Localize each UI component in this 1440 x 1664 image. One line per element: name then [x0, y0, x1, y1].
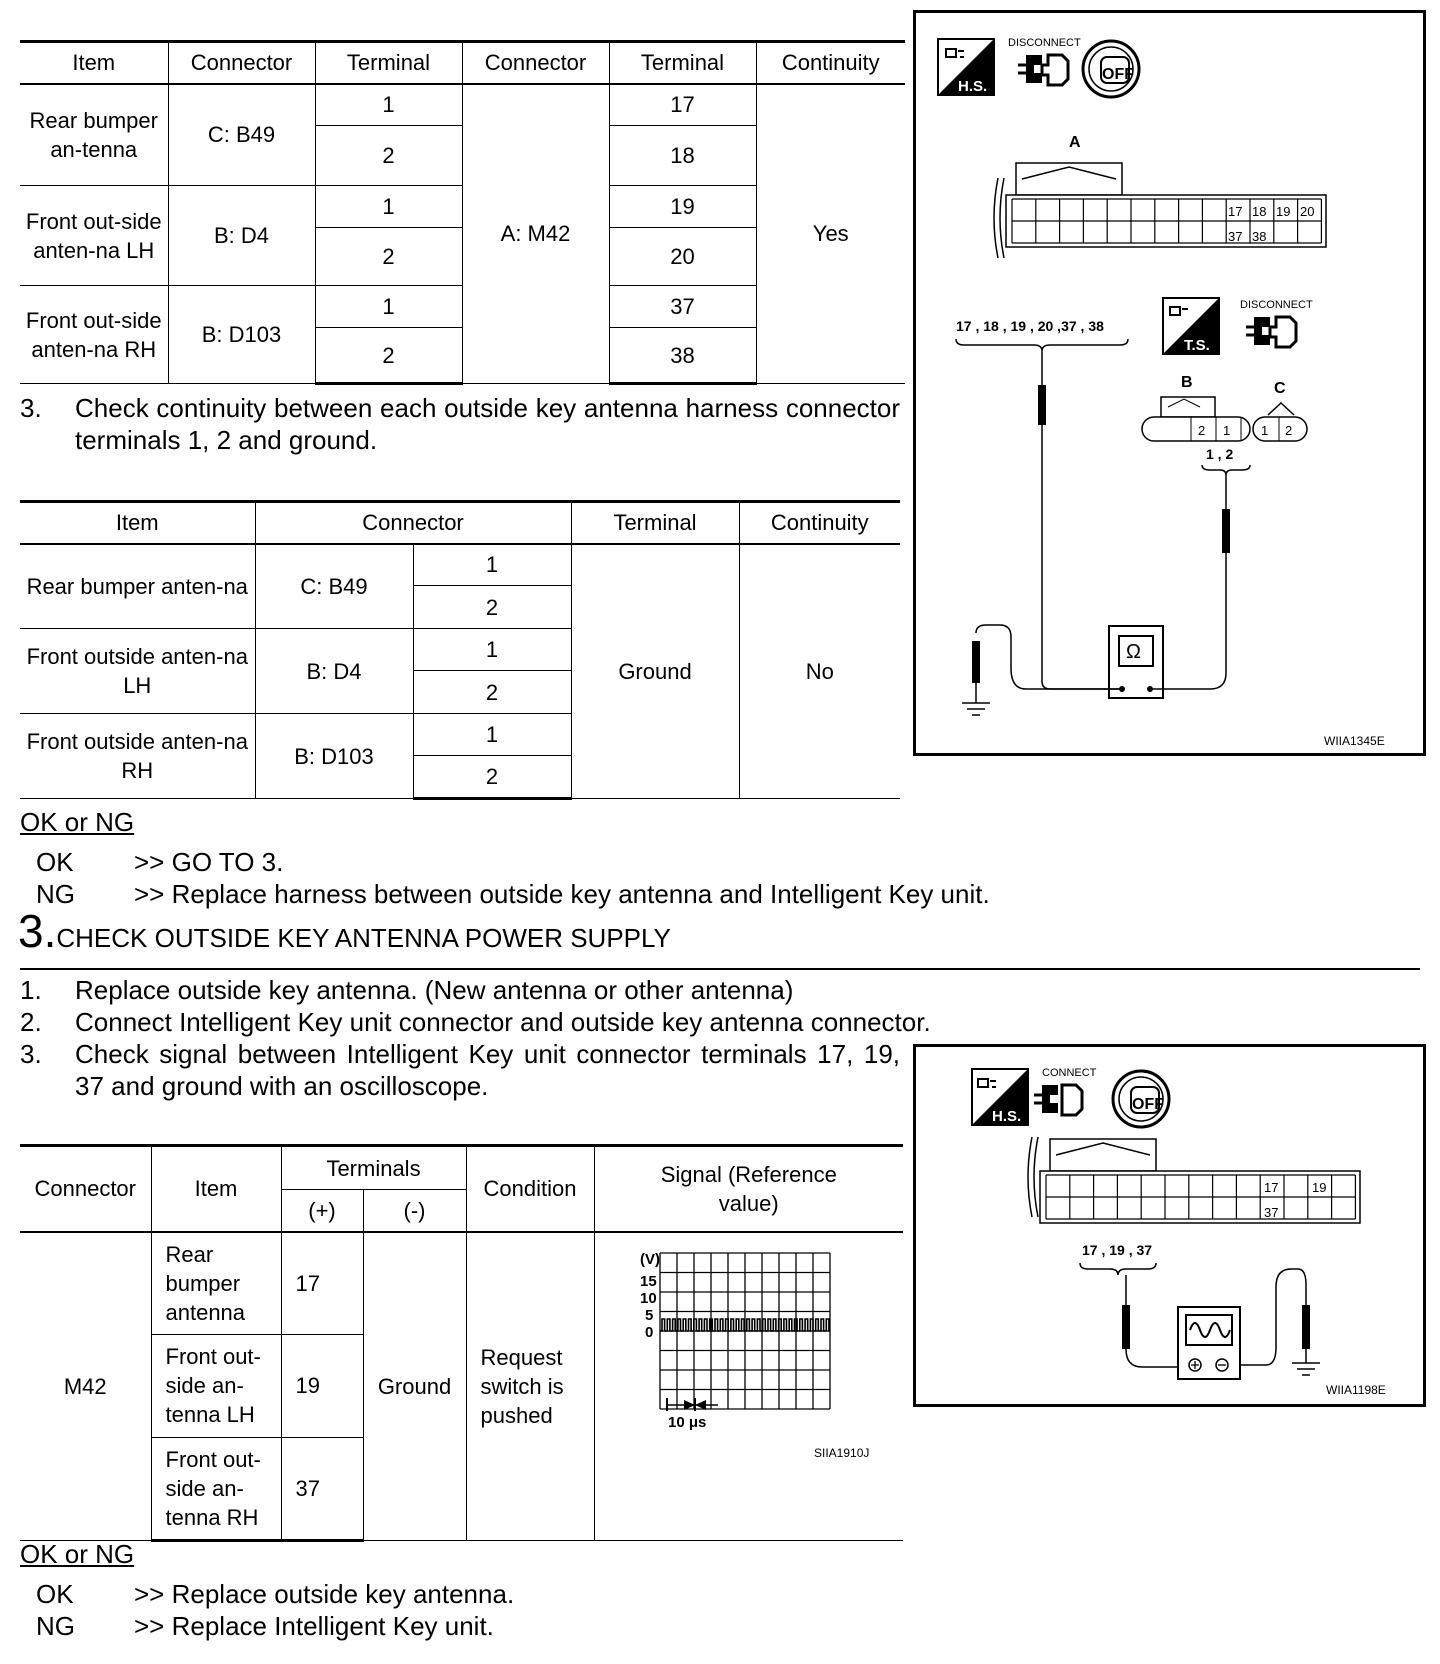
header-connector: Connector: [168, 42, 315, 84]
figure-code: SIIA1910J: [814, 1445, 870, 1460]
header-terminals: Terminals: [281, 1146, 466, 1190]
oscilloscope-waveform: [596, 1233, 901, 1533]
row-item: Front out-side anten-na RH: [20, 286, 168, 384]
header-connector: Connector: [20, 1146, 151, 1232]
pin-label: 17: [1264, 1180, 1279, 1195]
row-terminal: 2: [315, 126, 462, 186]
row-item: Front out-side an-tenna RH: [151, 1437, 281, 1540]
header-plus: (+): [281, 1190, 363, 1232]
ts-label: T.S.: [1184, 337, 1210, 354]
header-connector-2: Connector: [462, 42, 609, 84]
row-terminal: 1: [315, 286, 462, 328]
header-item: Item: [151, 1146, 281, 1232]
section3-item-2: [20, 1006, 1420, 1038]
connector-a: [994, 134, 1326, 258]
disconnect-label: DISCONNECT: [1008, 37, 1081, 49]
time-division-label: 10 μs: [668, 1413, 707, 1431]
row-connector: B: D103: [255, 714, 413, 799]
pin-label: 18: [1252, 204, 1267, 219]
row-item: Front out-side an-tenna LH: [151, 1334, 281, 1437]
section3-item-1: [20, 974, 1420, 1006]
off-label: OFF: [1102, 66, 1134, 83]
figure-diagram: [916, 1047, 1423, 1404]
ok-result-2: [36, 1578, 514, 1610]
condition-value: Request switch is pushed: [466, 1232, 594, 1541]
connector-b: [1142, 374, 1250, 441]
continuity-table-ground: [20, 500, 900, 800]
section-heading: [18, 906, 671, 968]
scope-unit: (V): [640, 1250, 661, 1268]
header-terminal: Terminal: [315, 42, 462, 84]
row-item: Rear bumper anten-na: [20, 544, 255, 629]
pin-label: 2: [1198, 423, 1206, 438]
row-terminal: 2: [413, 671, 571, 714]
row-target-terminal: 17: [609, 84, 756, 126]
continuity-check-figure: [913, 10, 1426, 756]
row-connector: B: D103: [168, 286, 315, 384]
disconnect-icon-2: [1240, 299, 1313, 347]
row-terminal: 2: [315, 228, 462, 286]
figure-diagram: [916, 13, 1423, 753]
ok-text: >> Replace outside key antenna.: [134, 1579, 515, 1609]
header-signal: Signal (Reference value): [594, 1146, 903, 1232]
ng-result-2: [36, 1610, 494, 1642]
step-number: 3.: [20, 393, 42, 423]
ok-key: OK: [36, 847, 74, 877]
hs-icon: [972, 1069, 1028, 1125]
disconnect-icon: [1008, 37, 1081, 85]
row-terminal: 1: [315, 84, 462, 126]
scope-tick: 15: [640, 1272, 657, 1290]
row-item: Rear bumper an-tenna: [20, 84, 168, 186]
ok-text: >> GO TO 3.: [134, 847, 284, 877]
signal-table: [20, 1144, 903, 1542]
signal-waveform: [594, 1232, 903, 1541]
pin-label: 1: [1223, 423, 1231, 438]
row-target-terminal: 18: [609, 126, 756, 186]
connect-icon: [1034, 1067, 1097, 1115]
disconnect-label: DISCONNECT: [1240, 299, 1313, 311]
oscilloscope-meter: [1178, 1307, 1240, 1379]
connector-value: M42: [20, 1232, 151, 1541]
row-terminal: 1: [413, 544, 571, 586]
step2-item-3: [20, 392, 900, 456]
row-target-terminal: 37: [609, 286, 756, 328]
header-item: Item: [20, 502, 255, 544]
row-item: Front out-side anten-na LH: [20, 186, 168, 286]
hs-icon: [938, 39, 994, 95]
section-title: CHECK OUTSIDE KEY ANTENNA POWER SUPPLY: [56, 923, 671, 953]
header-terminal-2: Terminal: [609, 42, 756, 84]
row-item: Front outside anten-na RH: [20, 714, 255, 799]
header-item: Item: [20, 42, 168, 84]
pin-label: 20: [1300, 204, 1315, 219]
probe-a-label: 17 , 18 , 19 , 20 ,37 , 38: [956, 318, 1104, 334]
header-minus: (-): [363, 1190, 466, 1232]
scope-tick: 5: [645, 1306, 654, 1324]
connector-m42: [1028, 1137, 1360, 1223]
header-condition: Condition: [466, 1146, 594, 1232]
continuity-value: No: [739, 544, 900, 799]
step-number: 2.: [20, 1007, 42, 1037]
row-connector: C: B49: [168, 84, 315, 186]
ok-result: [36, 846, 283, 878]
figure-code: WIIA1198E: [1326, 1383, 1386, 1397]
ng-key: NG: [36, 1611, 75, 1641]
row-terminal: 1: [315, 186, 462, 228]
ok-key: OK: [36, 1579, 74, 1609]
step-text: Check signal between Intelligent Key unit connector terminals 17, 19, 37 and ground with an oscilloscope.: [75, 1039, 900, 1101]
pin-label: 2: [1285, 423, 1293, 438]
row-terminal: 1: [413, 714, 571, 756]
row-item: Rear bumper antenna: [151, 1232, 281, 1335]
row-target-terminal: 38: [609, 328, 756, 384]
scope-tick: 10: [640, 1289, 657, 1307]
pin-label: 1: [1261, 423, 1269, 438]
row-plus-terminal: 19: [281, 1334, 363, 1437]
step-number: 3.: [20, 1039, 42, 1069]
pin-label: 37: [1228, 229, 1243, 244]
ignition-off-icon: [1113, 1071, 1169, 1127]
section3-item-3: [20, 1038, 900, 1102]
row-terminal: 1: [413, 629, 571, 671]
step-text: Replace outside key antenna. (New antenna or other antenna): [75, 975, 794, 1005]
row-terminal: 2: [315, 328, 462, 384]
ok-or-ng-title: OK or NG: [20, 807, 135, 837]
ohmmeter: [1109, 626, 1163, 698]
connect-label: CONNECT: [1042, 1067, 1097, 1079]
pin-label: 19: [1312, 1180, 1327, 1195]
oscilloscope-check-figure: [913, 1044, 1426, 1407]
ng-text: >> Replace harness between outside key antenna and Intelligent Key unit.: [134, 879, 990, 909]
header-continuity: Continuity: [756, 42, 905, 84]
ng-key: NG: [36, 879, 75, 909]
connector-c-label: C: [1274, 380, 1286, 397]
hs-label: H.S.: [992, 1108, 1022, 1125]
header-connector: Connector: [255, 502, 571, 544]
header-terminal: Terminal: [571, 502, 739, 544]
connector-b-label: B: [1181, 374, 1193, 391]
probe-b-label: 1 , 2: [1206, 446, 1234, 462]
ohm-symbol: Ω: [1126, 641, 1141, 663]
pin-label: 17: [1228, 204, 1243, 219]
section-divider: [20, 968, 1420, 970]
figure-code: WIIA1345E: [1324, 734, 1385, 748]
continuity-table-harness: [20, 40, 905, 385]
section-number: 3.: [18, 905, 57, 957]
pin-label: 37: [1264, 1205, 1279, 1220]
row-plus-terminal: 17: [281, 1232, 363, 1335]
ignition-off-icon: [1083, 41, 1139, 97]
step-text: Connect Intelligent Key unit connector and outside key antenna connector.: [75, 1007, 931, 1037]
hs-label: H.S.: [958, 78, 988, 95]
connector-a-label: A: [1069, 134, 1081, 151]
row-connector: C: B49: [255, 544, 413, 629]
ground-terminal: Ground: [571, 544, 739, 799]
header-continuity: Continuity: [739, 502, 900, 544]
off-label: OFF: [1132, 1096, 1164, 1113]
continuity-value: Yes: [756, 84, 905, 384]
row-connector: B: D4: [168, 186, 315, 286]
row-item: Front outside anten-na LH: [20, 629, 255, 714]
minus-terminal: Ground: [363, 1232, 466, 1541]
row-connector: B: D4: [255, 629, 413, 714]
pin-label: 19: [1276, 204, 1291, 219]
probe-label: 17 , 19 , 37: [1082, 1242, 1153, 1258]
row-terminal: 2: [413, 756, 571, 799]
row-target-terminal: 20: [609, 228, 756, 286]
connector-c: [1253, 380, 1307, 441]
pin-label: 38: [1252, 229, 1267, 244]
ts-icon: [1163, 298, 1219, 354]
ng-text: >> Replace Intelligent Key unit.: [134, 1611, 494, 1641]
step-text: Check continuity between each outside key antenna harness connector terminals 1, 2 and ground.: [75, 393, 900, 455]
row-plus-terminal: 37: [281, 1437, 363, 1540]
step-number: 1.: [20, 975, 42, 1005]
ok-or-ng-title-2: OK or NG: [20, 1539, 135, 1569]
target-connector: A: M42: [462, 84, 609, 384]
row-terminal: 2: [413, 586, 571, 629]
scope-tick: 0: [645, 1323, 654, 1341]
row-target-terminal: 19: [609, 186, 756, 228]
